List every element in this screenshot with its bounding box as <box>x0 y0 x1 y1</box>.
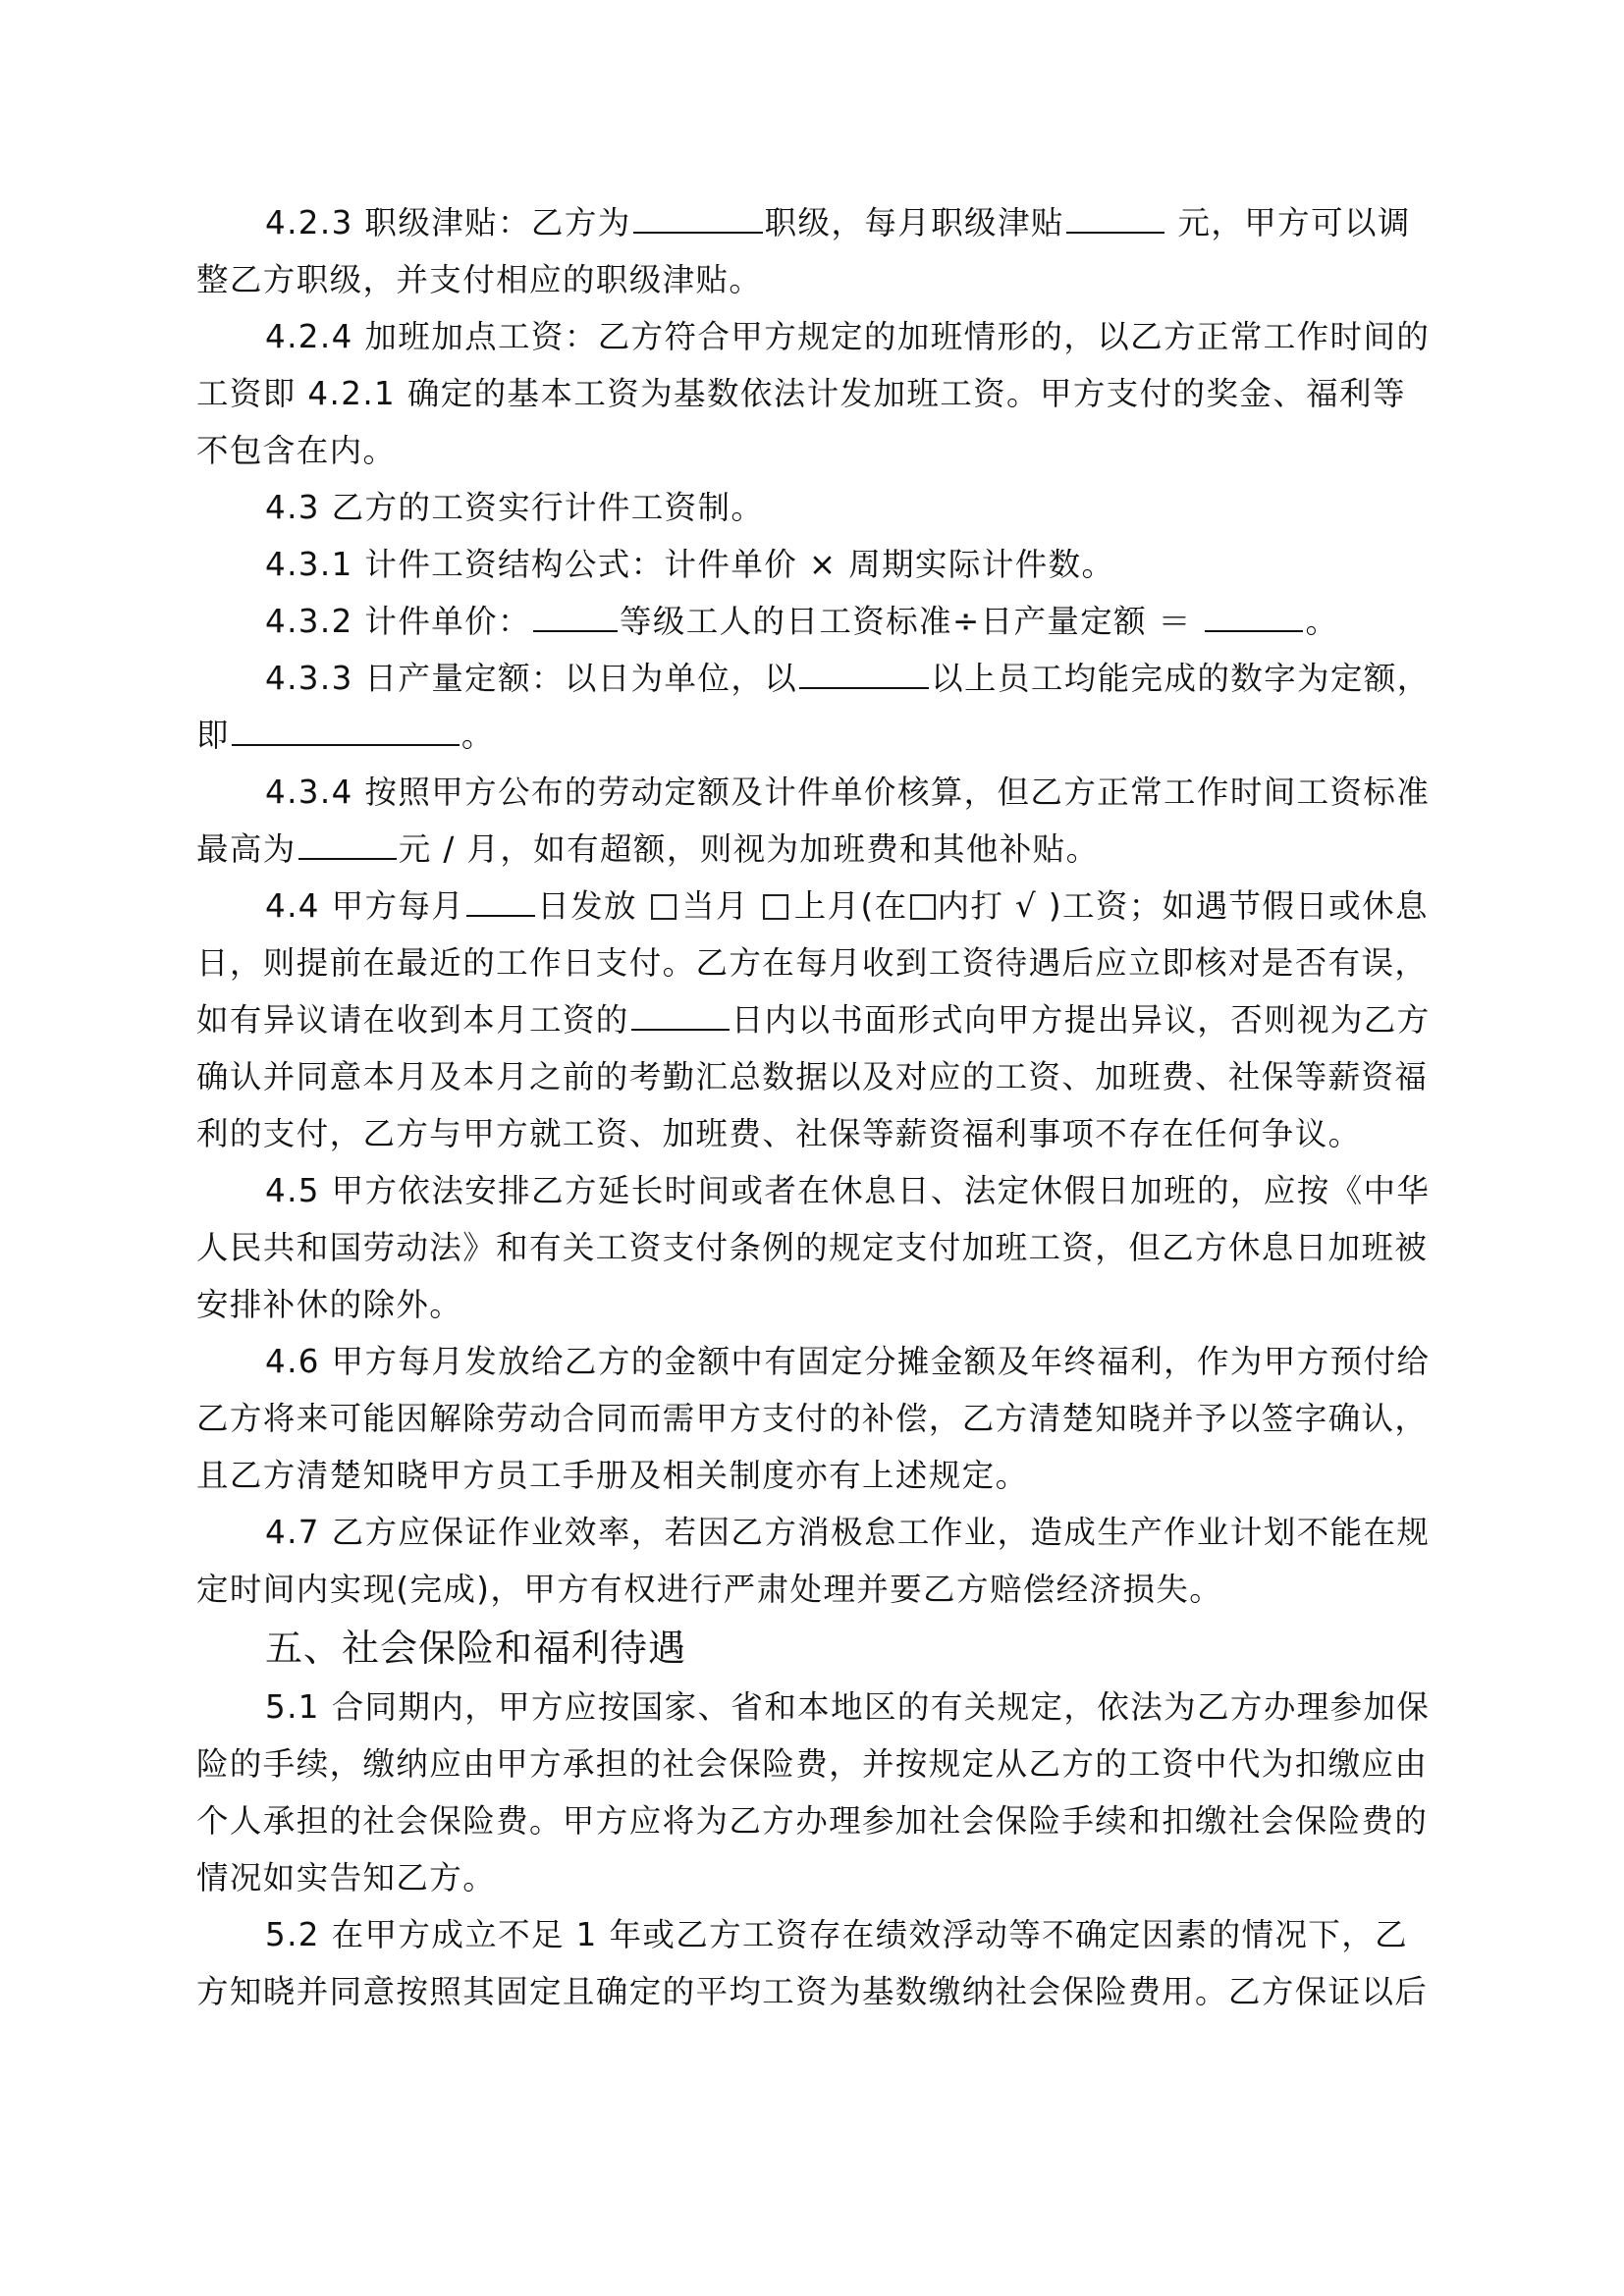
section-5-title: 五、社会保险和福利待遇 <box>265 1627 687 1670</box>
option-label: 上月(在 <box>793 887 908 925</box>
clause-4-6: 4.6 甲方每月发放给乙方的金额中有固定分摊金额及年终福利，作为甲方预付给乙方将来可能因解除劳动合同而需甲方支付的补偿，乙方清楚知晓并予以签字确认，且乙方清楚知晓甲方员工手册及相关制度亦有上述规定。 <box>196 1343 1431 1494</box>
blank-field[interactable] <box>466 889 535 917</box>
clause-4-7: 4.7 乙方应保证作业效率，若因乙方消极怠工作业，造成生产作业计划不能在规定时间内实现(完成)，甲方有权进行严肃处理并要乙方赔偿经济损失。 <box>196 1514 1431 1608</box>
blank-field[interactable] <box>631 1003 730 1031</box>
clause-text: 以上员工均能完成的数字为定额，即 <box>196 660 1431 754</box>
clause-4-2-3 <box>196 194 1438 308</box>
checkbox-current-month[interactable] <box>651 894 677 920</box>
clause-text: 4.3.4 按照甲方公布的劳动定额及计件单价核算，但乙方正常工作时间工资标准最高为 <box>196 774 1431 868</box>
blank-field[interactable] <box>799 662 929 689</box>
blank-field[interactable] <box>1205 605 1303 632</box>
clause-text: 日发放 <box>537 887 637 925</box>
clause-4-3-3 <box>196 650 1438 764</box>
clause-text: 。 <box>460 717 495 754</box>
clause-text: 4.3.3 日产量定额：以日为单位，以 <box>265 660 798 697</box>
clause-4-3-2 <box>196 593 1438 650</box>
blank-field[interactable] <box>533 605 618 632</box>
clause-4-2-4: 4.2.4 加班加点工资：乙方符合甲方规定的加班情形的，以乙方正常工作时间的工资即 4.2.1 确定的基本工资为基数依法计发加班工资。甲方支付的奖金、福利等不包含在内。 <box>196 318 1431 469</box>
clause-4-3-1: 4.3.1 计件工资结构公式：计件单价 × 周期实际计件数。 <box>265 546 1115 583</box>
option-label: 当月 <box>681 887 749 925</box>
clause-text: 元，甲方可以调整乙方职级，并支付相应的职级津贴。 <box>196 204 1411 298</box>
clause-text: 内打 √ )工资；如遇节假日或休息日，则提前在最近的工作日支付。乙方在每月收到工资待遇后应立即核对是否有误，如有异议请在收到本月工资的 <box>196 887 1429 1039</box>
clause-5-2: 5.2 在甲方成立不足 1 年或乙方工资存在绩效浮动等不确定因素的情况下，乙方知晓并同意按照其固定且确定的平均工资为基数缴纳社会保险费用。乙方保证以后 <box>196 1916 1429 2010</box>
clause-text: 职级，每月职级津贴 <box>764 204 1064 241</box>
blank-field[interactable] <box>232 719 460 746</box>
clause-text: 。 <box>1305 603 1339 640</box>
clause-text: 4.3.2 计件单价： <box>265 603 531 640</box>
clause-text: 日内以书面形式向甲方提出异议，否则视为乙方确认并同意本月及本月之前的考勤汇总数据以及对应的工资、加班费、社保等薪资福利的支付，乙方与甲方就工资、加班费、社保等薪资福利事项不存在任何争议。 <box>196 1001 1431 1152</box>
clause-4-4 <box>196 878 1438 1162</box>
clause-4-3-4 <box>196 764 1438 878</box>
clause-text: 元 / 月，如有超额，则视为加班费和其他补贴。 <box>398 830 1100 868</box>
clause-4-5: 4.5 甲方依法安排乙方延长时间或者在休息日、法定休假日加班的，应按《中华人民共和国劳动法》和有关工资支付条例的规定支付加班工资，但乙方休息日加班被安排补休的除外。 <box>196 1172 1431 1323</box>
blank-field[interactable] <box>633 206 763 234</box>
checkbox-previous-month[interactable] <box>763 894 788 920</box>
clause-4-3: 4.3 乙方的工资实行计件工资制。 <box>265 489 765 526</box>
blank-field[interactable] <box>1066 206 1164 234</box>
clause-text: 4.4 甲方每月 <box>265 887 465 925</box>
clause-text: 等级工人的日工资标准÷日产量定额 ＝ <box>619 603 1204 640</box>
document-body <box>196 194 1438 2020</box>
clause-5-1: 5.1 合同期内，甲方应按国家、省和本地区的有关规定，依法为乙方办理参加保险的手续，缴纳应由甲方承担的社会保险费，并按规定从乙方的工资中代为扣缴应由个人承担的社会保险费。甲方应将为乙方办理参加社会保险手续和扣缴社会保险费的情况如实告知乙方。 <box>196 1688 1431 1896</box>
checkbox-symbol-icon <box>910 894 936 920</box>
blank-field[interactable] <box>298 832 397 860</box>
clause-text: 4.2.3 职级津贴：乙方为 <box>265 204 631 241</box>
